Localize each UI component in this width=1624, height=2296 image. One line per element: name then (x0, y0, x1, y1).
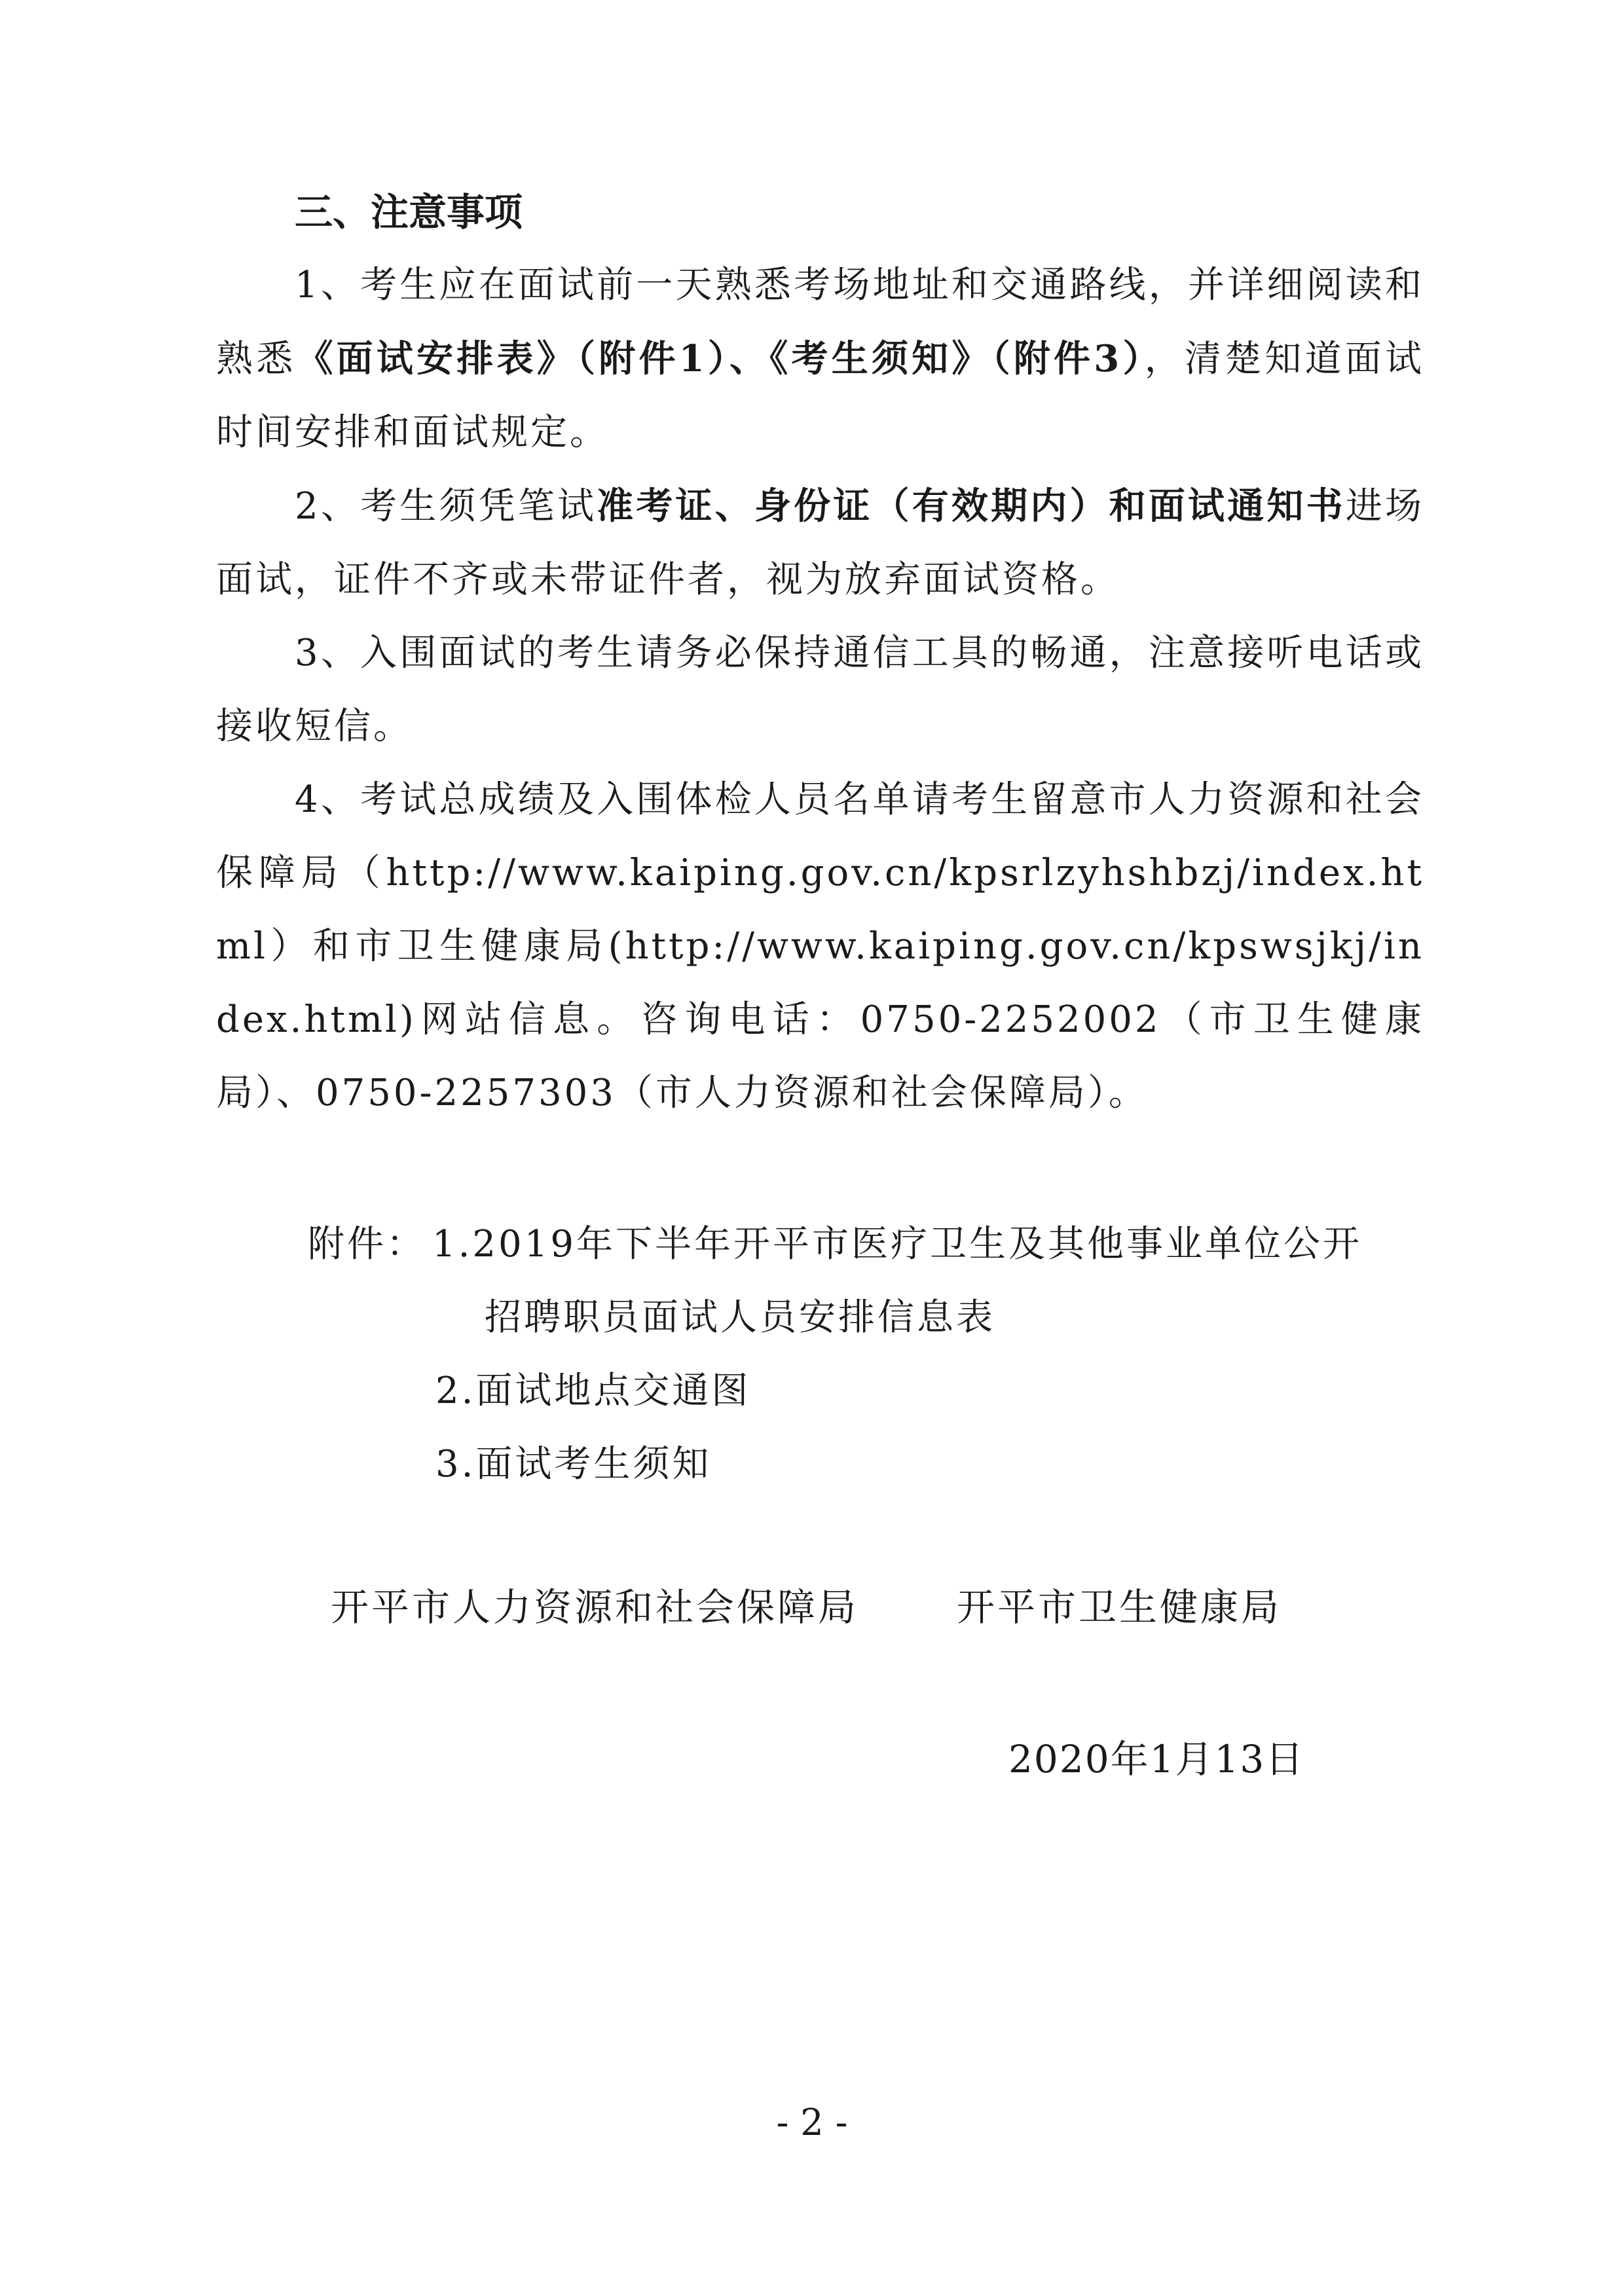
notice-body (216, 175, 1424, 1130)
item-1-text-a: 1、考生应在面试前一天熟悉考场地址和交通路线，并详细阅读和熟悉 (216, 264, 1424, 380)
item-3: 3、入围面试的考生请务必保持通信工具的畅通，注意接听电话或接收短信。 (216, 632, 1424, 748)
attachments-label: 附件： (308, 1223, 426, 1266)
item-2-bold: 准考证、身份证（有效期内）和面试通知书 (597, 484, 1346, 528)
signature-org-hr: 开平市人力资源和社会保障局 (331, 1585, 859, 1630)
item-1-text-b: ，清楚知道面试时间安排和面试规定。 (216, 338, 1425, 454)
item-4: 4、考试总成绩及入围体检人员名单请考生留意市人力资源和社会保障局（http://www.kaiping.gov.cn/kpsrlzyhshbzj/index.html）和市卫生健康局(http://www.kaiping.gov.cn/kpswsjkj/index.html)网站信息。咨询电话：0750-2252002（市卫生健康局）、0750-2257303（市人力资源和社会保障局）。 (216, 778, 1424, 1114)
item-1-bold: 《面试安排表》（附件1）、《考生须知》（附件3） (296, 337, 1145, 380)
item-2-text-a: 2、考生须凭笔试 (295, 485, 597, 528)
item-2-text-b: 进场面试，证件不齐或未带证件者，视为放弃面试资格。 (216, 485, 1425, 601)
page-number: - 2 - (776, 2102, 848, 2144)
signature-org-health: 开平市卫生健康局 (957, 1585, 1282, 1630)
attachments-list (308, 1208, 1362, 1501)
attachment-1-line-2: 招聘职员面试人员安排信息表 (485, 1296, 995, 1339)
item-2 (216, 469, 1424, 617)
attachment-2: 2.面试地点交通图 (435, 1370, 751, 1412)
attachment-1-line-1: 1.2019年下半年开平市医疗卫生及其他事业单位公开 (432, 1223, 1362, 1266)
issue-date: 2020年1月13日 (1008, 1737, 1305, 1781)
signature-organizations (331, 1576, 1282, 1631)
item-1 (216, 249, 1424, 469)
attachment-3: 3.面试考生须知 (435, 1443, 712, 1485)
section-heading: 三、注意事项 (295, 190, 523, 234)
